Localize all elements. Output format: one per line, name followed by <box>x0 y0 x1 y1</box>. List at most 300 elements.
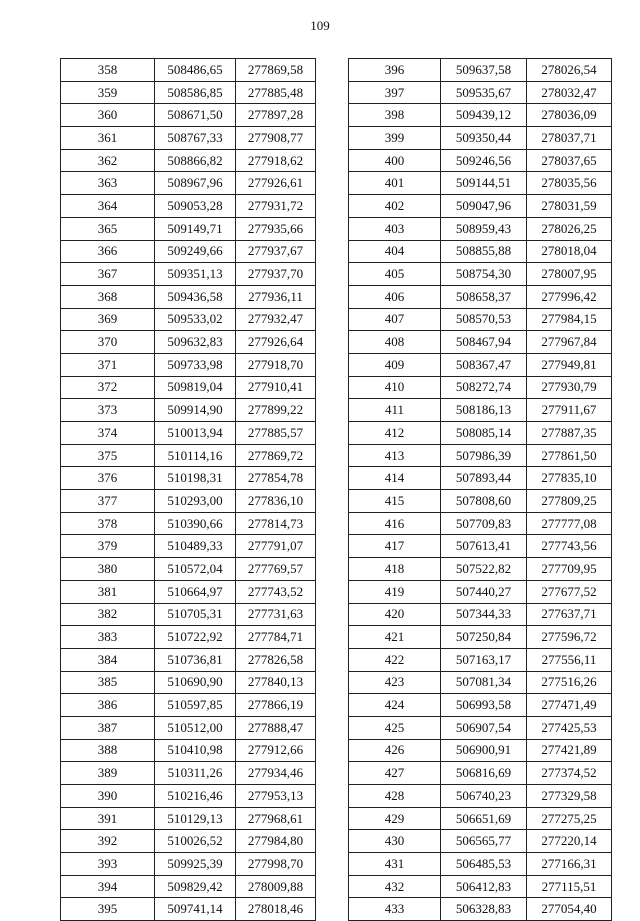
y-coordinate-cell: 277809,25 <box>527 490 612 513</box>
point-number-cell: 371 <box>61 353 155 376</box>
table-row <box>349 127 612 150</box>
x-coordinate-cell: 509439,12 <box>441 104 527 127</box>
x-coordinate-cell: 510013,94 <box>155 422 236 445</box>
table-row <box>61 149 316 172</box>
x-coordinate-cell: 508855,88 <box>441 240 527 263</box>
table-row <box>61 127 316 150</box>
y-coordinate-cell: 277918,70 <box>236 353 316 376</box>
table-row <box>349 399 612 422</box>
y-coordinate-cell: 277930,79 <box>527 376 612 399</box>
table-row <box>349 149 612 172</box>
point-number-cell: 359 <box>61 81 155 104</box>
y-coordinate-cell: 277926,61 <box>236 172 316 195</box>
x-coordinate-cell: 509246,56 <box>441 149 527 172</box>
point-number-cell: 385 <box>61 671 155 694</box>
y-coordinate-cell: 277836,10 <box>236 490 316 513</box>
x-coordinate-cell: 507163,17 <box>441 648 527 671</box>
table-row <box>61 422 316 445</box>
y-coordinate-cell: 277329,58 <box>527 785 612 808</box>
x-coordinate-cell: 506328,83 <box>441 898 527 921</box>
point-number-cell: 420 <box>349 603 441 626</box>
table-row <box>61 830 316 853</box>
x-coordinate-cell: 506565,77 <box>441 830 527 853</box>
table-row <box>349 558 612 581</box>
table-row <box>349 853 612 876</box>
point-number-cell: 424 <box>349 694 441 717</box>
point-number-cell: 396 <box>349 59 441 82</box>
table-row <box>61 59 316 82</box>
table-row <box>61 172 316 195</box>
y-coordinate-cell: 277374,52 <box>527 762 612 785</box>
y-coordinate-cell: 277935,66 <box>236 217 316 240</box>
table-row <box>349 626 612 649</box>
table-row <box>349 648 612 671</box>
point-number-cell: 404 <box>349 240 441 263</box>
table-row <box>349 671 612 694</box>
x-coordinate-cell: 506412,83 <box>441 875 527 898</box>
table-row <box>349 195 612 218</box>
point-number-cell: 422 <box>349 648 441 671</box>
x-coordinate-cell: 508486,65 <box>155 59 236 82</box>
y-coordinate-cell: 277869,72 <box>236 444 316 467</box>
point-number-cell: 386 <box>61 694 155 717</box>
table-row <box>61 512 316 535</box>
x-coordinate-cell: 509829,42 <box>155 875 236 898</box>
x-coordinate-cell: 510114,16 <box>155 444 236 467</box>
x-coordinate-cell: 509914,90 <box>155 399 236 422</box>
x-coordinate-cell: 507250,84 <box>441 626 527 649</box>
point-number-cell: 360 <box>61 104 155 127</box>
y-coordinate-cell: 277934,46 <box>236 762 316 785</box>
table-row <box>349 353 612 376</box>
point-number-cell: 377 <box>61 490 155 513</box>
table-row <box>61 694 316 717</box>
x-coordinate-cell: 508085,14 <box>441 422 527 445</box>
y-coordinate-cell: 277731,63 <box>236 603 316 626</box>
table-row <box>349 263 612 286</box>
x-coordinate-cell: 510597,85 <box>155 694 236 717</box>
x-coordinate-cell: 510390,66 <box>155 512 236 535</box>
table-row <box>61 580 316 603</box>
x-coordinate-cell: 508959,43 <box>441 217 527 240</box>
x-coordinate-cell: 508186,13 <box>441 399 527 422</box>
y-coordinate-cell: 277677,52 <box>527 580 612 603</box>
table-row <box>61 626 316 649</box>
y-coordinate-cell: 277912,66 <box>236 739 316 762</box>
table-row <box>349 308 612 331</box>
table-row <box>349 898 612 921</box>
point-number-cell: 416 <box>349 512 441 535</box>
y-coordinate-cell: 277908,77 <box>236 127 316 150</box>
table-row <box>349 830 612 853</box>
y-coordinate-cell: 277866,19 <box>236 694 316 717</box>
y-coordinate-cell: 277769,57 <box>236 558 316 581</box>
y-coordinate-cell: 277275,25 <box>527 807 612 830</box>
point-number-cell: 414 <box>349 467 441 490</box>
table-row <box>349 535 612 558</box>
point-number-cell: 428 <box>349 785 441 808</box>
table-row <box>61 444 316 467</box>
table-row <box>61 240 316 263</box>
table-row <box>349 694 612 717</box>
y-coordinate-cell: 277791,07 <box>236 535 316 558</box>
x-coordinate-cell: 506485,53 <box>441 853 527 876</box>
point-number-cell: 387 <box>61 716 155 739</box>
point-number-cell: 367 <box>61 263 155 286</box>
x-coordinate-cell: 509351,13 <box>155 263 236 286</box>
y-coordinate-cell: 277911,67 <box>527 399 612 422</box>
point-number-cell: 392 <box>61 830 155 853</box>
point-number-cell: 406 <box>349 285 441 308</box>
y-coordinate-cell: 277949,81 <box>527 353 612 376</box>
table-row <box>61 263 316 286</box>
y-coordinate-cell: 277996,42 <box>527 285 612 308</box>
coordinates-table-left <box>60 58 316 921</box>
y-coordinate-cell: 277220,14 <box>527 830 612 853</box>
table-row <box>61 81 316 104</box>
table-row <box>61 308 316 331</box>
point-number-cell: 401 <box>349 172 441 195</box>
y-coordinate-cell: 277953,13 <box>236 785 316 808</box>
table-row <box>61 603 316 626</box>
point-number-cell: 430 <box>349 830 441 853</box>
y-coordinate-cell: 277784,71 <box>236 626 316 649</box>
y-coordinate-cell: 277968,61 <box>236 807 316 830</box>
y-coordinate-cell: 277556,11 <box>527 648 612 671</box>
point-number-cell: 394 <box>61 875 155 898</box>
y-coordinate-cell: 277910,41 <box>236 376 316 399</box>
x-coordinate-cell: 509144,51 <box>441 172 527 195</box>
x-coordinate-cell: 509733,98 <box>155 353 236 376</box>
y-coordinate-cell: 277967,84 <box>527 331 612 354</box>
y-coordinate-cell: 277425,53 <box>527 716 612 739</box>
table-row <box>61 331 316 354</box>
x-coordinate-cell: 510198,31 <box>155 467 236 490</box>
y-coordinate-cell: 277835,10 <box>527 467 612 490</box>
table-row <box>61 195 316 218</box>
y-coordinate-cell: 277926,64 <box>236 331 316 354</box>
table-row <box>61 807 316 830</box>
y-coordinate-cell: 278018,46 <box>236 898 316 921</box>
table-row <box>349 240 612 263</box>
x-coordinate-cell: 510690,90 <box>155 671 236 694</box>
y-coordinate-cell: 277887,35 <box>527 422 612 445</box>
point-number-cell: 384 <box>61 648 155 671</box>
x-coordinate-cell: 506651,69 <box>441 807 527 830</box>
x-coordinate-cell: 510026,52 <box>155 830 236 853</box>
x-coordinate-cell: 507344,33 <box>441 603 527 626</box>
x-coordinate-cell: 510293,00 <box>155 490 236 513</box>
x-coordinate-cell: 509149,71 <box>155 217 236 240</box>
x-coordinate-cell: 508866,82 <box>155 149 236 172</box>
table-row <box>61 353 316 376</box>
y-coordinate-cell: 277899,22 <box>236 399 316 422</box>
y-coordinate-cell: 277869,58 <box>236 59 316 82</box>
point-number-cell: 397 <box>349 81 441 104</box>
table-row <box>61 558 316 581</box>
y-coordinate-cell: 277854,78 <box>236 467 316 490</box>
point-number-cell: 411 <box>349 399 441 422</box>
y-coordinate-cell: 278031,59 <box>527 195 612 218</box>
y-coordinate-cell: 278032,47 <box>527 81 612 104</box>
y-coordinate-cell: 277743,56 <box>527 535 612 558</box>
point-number-cell: 432 <box>349 875 441 898</box>
y-coordinate-cell: 278026,54 <box>527 59 612 82</box>
table-row <box>61 490 316 513</box>
x-coordinate-cell: 509637,58 <box>441 59 527 82</box>
table-row <box>349 217 612 240</box>
table-row <box>349 467 612 490</box>
table-row <box>349 580 612 603</box>
table-row <box>61 217 316 240</box>
y-coordinate-cell: 277936,11 <box>236 285 316 308</box>
x-coordinate-cell: 508272,74 <box>441 376 527 399</box>
point-number-cell: 418 <box>349 558 441 581</box>
point-number-cell: 403 <box>349 217 441 240</box>
y-coordinate-cell: 277885,57 <box>236 422 316 445</box>
page-number: 109 <box>310 18 330 33</box>
y-coordinate-cell: 277897,28 <box>236 104 316 127</box>
table-row <box>61 399 316 422</box>
x-coordinate-cell: 508467,94 <box>441 331 527 354</box>
x-coordinate-cell: 509741,14 <box>155 898 236 921</box>
x-coordinate-cell: 506993,58 <box>441 694 527 717</box>
point-number-cell: 374 <box>61 422 155 445</box>
y-coordinate-cell: 277814,73 <box>236 512 316 535</box>
point-number-cell: 391 <box>61 807 155 830</box>
point-number-cell: 427 <box>349 762 441 785</box>
y-coordinate-cell: 277166,31 <box>527 853 612 876</box>
table-row <box>349 875 612 898</box>
point-number-cell: 426 <box>349 739 441 762</box>
x-coordinate-cell: 508671,50 <box>155 104 236 127</box>
y-coordinate-cell: 277054,40 <box>527 898 612 921</box>
y-coordinate-cell: 277840,13 <box>236 671 316 694</box>
point-number-cell: 375 <box>61 444 155 467</box>
point-number-cell: 366 <box>61 240 155 263</box>
table-row <box>61 716 316 739</box>
point-number-cell: 425 <box>349 716 441 739</box>
y-coordinate-cell: 277984,15 <box>527 308 612 331</box>
point-number-cell: 400 <box>349 149 441 172</box>
x-coordinate-cell: 509047,96 <box>441 195 527 218</box>
y-coordinate-cell: 277637,71 <box>527 603 612 626</box>
point-number-cell: 405 <box>349 263 441 286</box>
point-number-cell: 382 <box>61 603 155 626</box>
x-coordinate-cell: 510129,13 <box>155 807 236 830</box>
x-coordinate-cell: 506816,69 <box>441 762 527 785</box>
point-number-cell: 419 <box>349 580 441 603</box>
table-row <box>349 81 612 104</box>
x-coordinate-cell: 508367,47 <box>441 353 527 376</box>
point-number-cell: 383 <box>61 626 155 649</box>
x-coordinate-cell: 507613,41 <box>441 535 527 558</box>
point-number-cell: 415 <box>349 490 441 513</box>
x-coordinate-cell: 510410,98 <box>155 739 236 762</box>
x-coordinate-cell: 506740,23 <box>441 785 527 808</box>
y-coordinate-cell: 277998,70 <box>236 853 316 876</box>
table-row <box>349 807 612 830</box>
table-row <box>61 762 316 785</box>
table-row <box>349 444 612 467</box>
table-row <box>61 648 316 671</box>
y-coordinate-cell: 278037,71 <box>527 127 612 150</box>
point-number-cell: 389 <box>61 762 155 785</box>
x-coordinate-cell: 510705,31 <box>155 603 236 626</box>
point-number-cell: 398 <box>349 104 441 127</box>
point-number-cell: 381 <box>61 580 155 603</box>
y-coordinate-cell: 277471,49 <box>527 694 612 717</box>
point-number-cell: 393 <box>61 853 155 876</box>
x-coordinate-cell: 507081,34 <box>441 671 527 694</box>
point-number-cell: 378 <box>61 512 155 535</box>
point-number-cell: 376 <box>61 467 155 490</box>
point-number-cell: 395 <box>61 898 155 921</box>
y-coordinate-cell: 277984,80 <box>236 830 316 853</box>
x-coordinate-cell: 507808,60 <box>441 490 527 513</box>
point-number-cell: 431 <box>349 853 441 876</box>
table-row <box>349 172 612 195</box>
point-number-cell: 421 <box>349 626 441 649</box>
table-row <box>61 875 316 898</box>
x-coordinate-cell: 509053,28 <box>155 195 236 218</box>
point-number-cell: 417 <box>349 535 441 558</box>
point-number-cell: 364 <box>61 195 155 218</box>
table-row <box>349 376 612 399</box>
y-coordinate-cell: 277937,67 <box>236 240 316 263</box>
point-number-cell: 370 <box>61 331 155 354</box>
y-coordinate-cell: 278007,95 <box>527 263 612 286</box>
x-coordinate-cell: 508754,30 <box>441 263 527 286</box>
table-row <box>349 490 612 513</box>
table-row <box>349 285 612 308</box>
table-row <box>61 104 316 127</box>
point-number-cell: 363 <box>61 172 155 195</box>
table-row <box>349 104 612 127</box>
table-row <box>61 285 316 308</box>
y-coordinate-cell: 277861,50 <box>527 444 612 467</box>
point-number-cell: 361 <box>61 127 155 150</box>
point-number-cell: 373 <box>61 399 155 422</box>
x-coordinate-cell: 509535,67 <box>441 81 527 104</box>
table-row <box>349 739 612 762</box>
x-coordinate-cell: 507986,39 <box>441 444 527 467</box>
y-coordinate-cell: 277516,26 <box>527 671 612 694</box>
x-coordinate-cell: 507440,27 <box>441 580 527 603</box>
table-row <box>349 331 612 354</box>
table-body-right <box>349 59 612 921</box>
x-coordinate-cell: 508586,85 <box>155 81 236 104</box>
point-number-cell: 399 <box>349 127 441 150</box>
y-coordinate-cell: 277932,47 <box>236 308 316 331</box>
y-coordinate-cell: 277421,89 <box>527 739 612 762</box>
x-coordinate-cell: 508658,37 <box>441 285 527 308</box>
point-number-cell: 390 <box>61 785 155 808</box>
table-row <box>61 671 316 694</box>
x-coordinate-cell: 508570,53 <box>441 308 527 331</box>
table-row <box>349 422 612 445</box>
y-coordinate-cell: 277937,70 <box>236 263 316 286</box>
point-number-cell: 409 <box>349 353 441 376</box>
y-coordinate-cell: 277888,47 <box>236 716 316 739</box>
x-coordinate-cell: 509249,66 <box>155 240 236 263</box>
x-coordinate-cell: 510489,33 <box>155 535 236 558</box>
x-coordinate-cell: 507709,83 <box>441 512 527 535</box>
table-row <box>61 535 316 558</box>
x-coordinate-cell: 509632,83 <box>155 331 236 354</box>
table-row <box>61 376 316 399</box>
x-coordinate-cell: 507522,82 <box>441 558 527 581</box>
point-number-cell: 429 <box>349 807 441 830</box>
x-coordinate-cell: 507893,44 <box>441 467 527 490</box>
y-coordinate-cell: 277709,95 <box>527 558 612 581</box>
table-row <box>61 785 316 808</box>
y-coordinate-cell: 278026,25 <box>527 217 612 240</box>
table-row <box>61 898 316 921</box>
point-number-cell: 423 <box>349 671 441 694</box>
x-coordinate-cell: 510722,92 <box>155 626 236 649</box>
point-number-cell: 402 <box>349 195 441 218</box>
y-coordinate-cell: 277931,72 <box>236 195 316 218</box>
point-number-cell: 368 <box>61 285 155 308</box>
x-coordinate-cell: 509533,02 <box>155 308 236 331</box>
x-coordinate-cell: 509819,04 <box>155 376 236 399</box>
x-coordinate-cell: 506900,91 <box>441 739 527 762</box>
table-row <box>349 603 612 626</box>
table-row <box>61 853 316 876</box>
x-coordinate-cell: 508767,33 <box>155 127 236 150</box>
y-coordinate-cell: 277743,52 <box>236 580 316 603</box>
table-row <box>349 716 612 739</box>
point-number-cell: 362 <box>61 149 155 172</box>
point-number-cell: 358 <box>61 59 155 82</box>
table-row <box>349 785 612 808</box>
point-number-cell: 408 <box>349 331 441 354</box>
x-coordinate-cell: 510311,26 <box>155 762 236 785</box>
y-coordinate-cell: 277918,62 <box>236 149 316 172</box>
point-number-cell: 407 <box>349 308 441 331</box>
y-coordinate-cell: 278018,04 <box>527 240 612 263</box>
x-coordinate-cell: 506907,54 <box>441 716 527 739</box>
table-row <box>349 59 612 82</box>
y-coordinate-cell: 277115,51 <box>527 875 612 898</box>
y-coordinate-cell: 277777,08 <box>527 512 612 535</box>
y-coordinate-cell: 278037,65 <box>527 149 612 172</box>
point-number-cell: 433 <box>349 898 441 921</box>
y-coordinate-cell: 277826,58 <box>236 648 316 671</box>
point-number-cell: 410 <box>349 376 441 399</box>
x-coordinate-cell: 509436,58 <box>155 285 236 308</box>
x-coordinate-cell: 509350,44 <box>441 127 527 150</box>
point-number-cell: 379 <box>61 535 155 558</box>
point-number-cell: 365 <box>61 217 155 240</box>
y-coordinate-cell: 277885,48 <box>236 81 316 104</box>
point-number-cell: 380 <box>61 558 155 581</box>
point-number-cell: 388 <box>61 739 155 762</box>
table-body-left <box>61 59 316 921</box>
table-row <box>349 762 612 785</box>
point-number-cell: 369 <box>61 308 155 331</box>
coordinates-table-right <box>348 58 612 921</box>
point-number-cell: 413 <box>349 444 441 467</box>
y-coordinate-cell: 277596,72 <box>527 626 612 649</box>
x-coordinate-cell: 510572,04 <box>155 558 236 581</box>
table-row <box>349 512 612 535</box>
x-coordinate-cell: 510664,97 <box>155 580 236 603</box>
point-number-cell: 412 <box>349 422 441 445</box>
x-coordinate-cell: 510216,46 <box>155 785 236 808</box>
x-coordinate-cell: 509925,39 <box>155 853 236 876</box>
